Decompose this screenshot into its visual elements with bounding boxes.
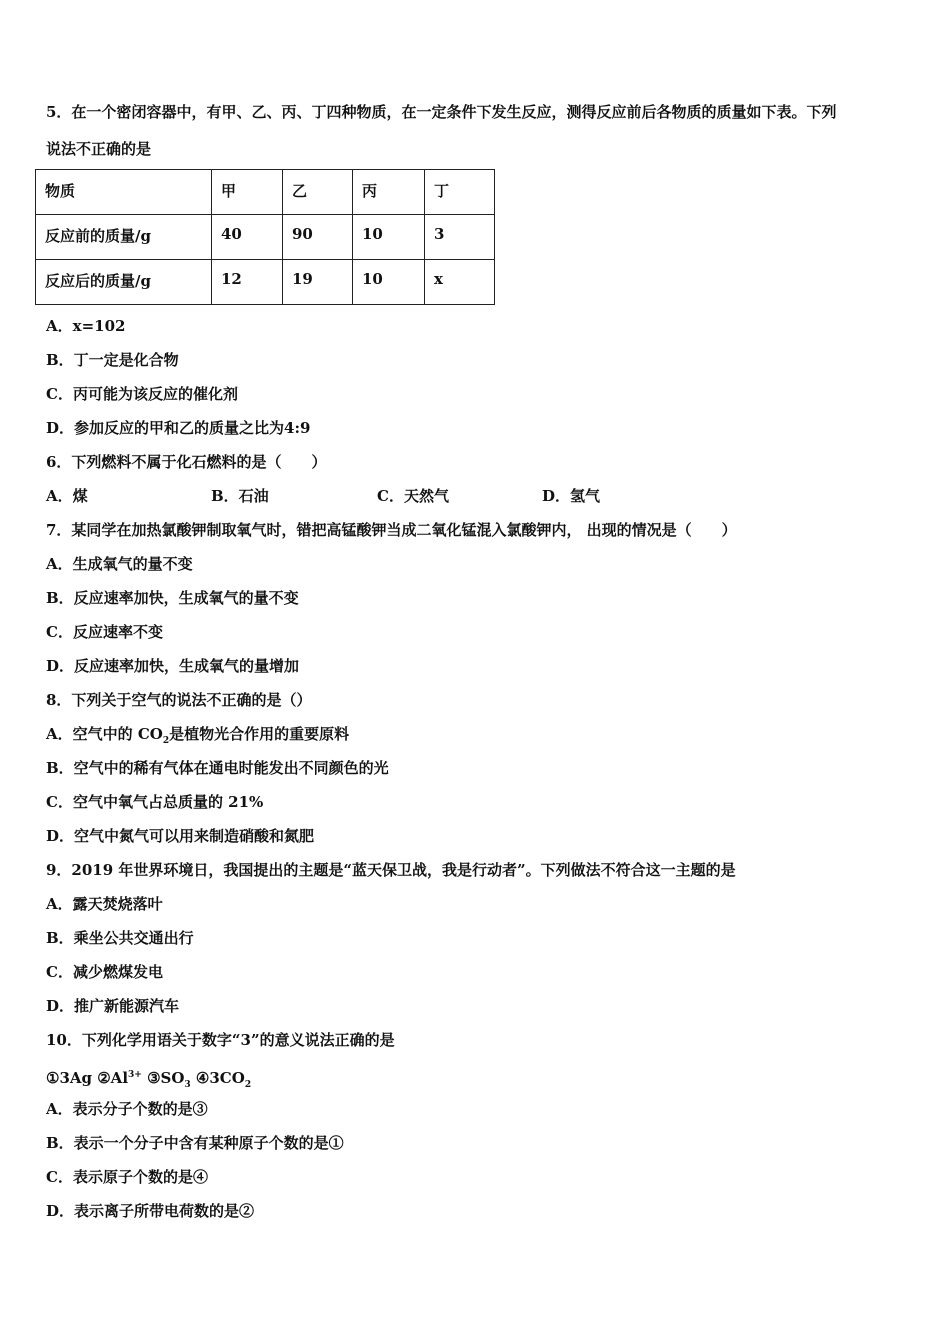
q8-option-c: C．空气中氧气占总质量的 21%	[46, 793, 264, 811]
q5-stem-line1: 5．在一个密闭容器中，有甲、乙、丙、丁四种物质，在一定条件下发生反应，测得反应前后各物质的质量如下表。下列	[46, 103, 837, 121]
q9-option-b: B．乘坐公共交通出行	[46, 929, 194, 947]
q5-option-a: A．x=102	[46, 317, 126, 335]
q6-option-a: A．煤	[46, 487, 88, 505]
q7-option-a: A．生成氧气的量不变	[46, 555, 193, 573]
q10-formula-line	[46, 1065, 251, 1095]
formula-subscript: 3	[184, 1080, 191, 1090]
table-cell: 3	[425, 215, 495, 260]
q9-option-c: C．减少燃煤发电	[46, 963, 163, 981]
table-cell: x	[425, 260, 495, 305]
table-header-row	[36, 170, 495, 215]
table-cell: 90	[283, 215, 353, 260]
table-cell: 10	[353, 260, 425, 305]
q8-stem: 8．下列关于空气的说法不正确的是（）	[46, 691, 312, 709]
formula-subscript: 2	[244, 1080, 252, 1090]
table-cell: 反应前的质量/g	[36, 215, 212, 260]
table-cell: 40	[212, 215, 283, 260]
q5-mass-table	[35, 169, 495, 305]
formula-superscript: 3+	[128, 1070, 142, 1080]
q8-option-d: D．空气中氮气可以用来制造硝酸和氮肥	[46, 827, 315, 845]
table-cell: 丙	[353, 170, 425, 215]
q7-option-d: D．反应速率加快，生成氧气的量增加	[46, 657, 300, 675]
q7-stem: 7．某同学在加热氯酸钾制取氧气时，错把高锰酸钾当成二氧化锰混入氯酸钾内， 出现的情况是（ ）	[46, 521, 737, 539]
table-row	[36, 260, 495, 305]
q8-option-a-sub: 2	[162, 736, 170, 746]
q10-stem: 10．下列化学用语关于数字“3”的意义说法正确的是	[46, 1031, 395, 1049]
q6-option-b: B．石油	[211, 487, 269, 505]
formula-part: ③SO	[141, 1069, 185, 1087]
q10-option-b: B．表示一个分子中含有某种原子个数的是①	[46, 1134, 344, 1152]
table-cell: 乙	[283, 170, 353, 215]
table-row	[36, 215, 495, 260]
q6-option-d: D．氢气	[542, 487, 601, 505]
q5-stem-line2: 说法不正确的是	[46, 140, 152, 158]
q9-stem: 9．2019 年世界环境日，我国提出的主题是“蓝天保卫战，我是行动者”。下列做法不符合这一主题的是	[46, 861, 736, 879]
q10-option-a: A．表示分子个数的是③	[46, 1100, 208, 1118]
q10-option-d: D．表示离子所带电荷数的是②	[46, 1202, 255, 1220]
q6-option-c: C．天然气	[377, 487, 449, 505]
q9-option-a: A．露天焚烧落叶	[46, 895, 163, 913]
q10-option-c: C．表示原子个数的是④	[46, 1168, 208, 1186]
table-cell: 反应后的质量/g	[36, 260, 212, 305]
formula-part: ④3CO	[190, 1069, 245, 1087]
q7-option-b: B．反应速率加快，生成氧气的量不变	[46, 589, 299, 607]
table-cell: 甲	[212, 170, 283, 215]
q8-option-a-post: 是植物光合作用的重要原料	[169, 725, 350, 743]
table-cell: 物质	[36, 170, 212, 215]
q7-option-c: C．反应速率不变	[46, 623, 163, 641]
table-cell: 19	[283, 260, 353, 305]
table-cell: 10	[353, 215, 425, 260]
q5-option-d: D．参加反应的甲和乙的质量之比为4:9	[46, 419, 311, 437]
q8-option-b: B．空气中的稀有气体在通电时能发出不同颜色的光	[46, 759, 389, 777]
q8-option-a-pre: A．空气中的 CO	[46, 725, 163, 743]
q9-option-d: D．推广新能源汽车	[46, 997, 180, 1015]
formula-part: ①3Ag ②Al	[46, 1069, 129, 1087]
q5-option-b: B．丁一定是化合物	[46, 351, 179, 369]
q5-option-c: C．丙可能为该反应的催化剂	[46, 385, 238, 403]
table-cell: 12	[212, 260, 283, 305]
q6-stem: 6．下列燃料不属于化石燃料的是（ ）	[46, 453, 327, 471]
table-cell: 丁	[425, 170, 495, 215]
q8-option-a	[46, 724, 349, 751]
